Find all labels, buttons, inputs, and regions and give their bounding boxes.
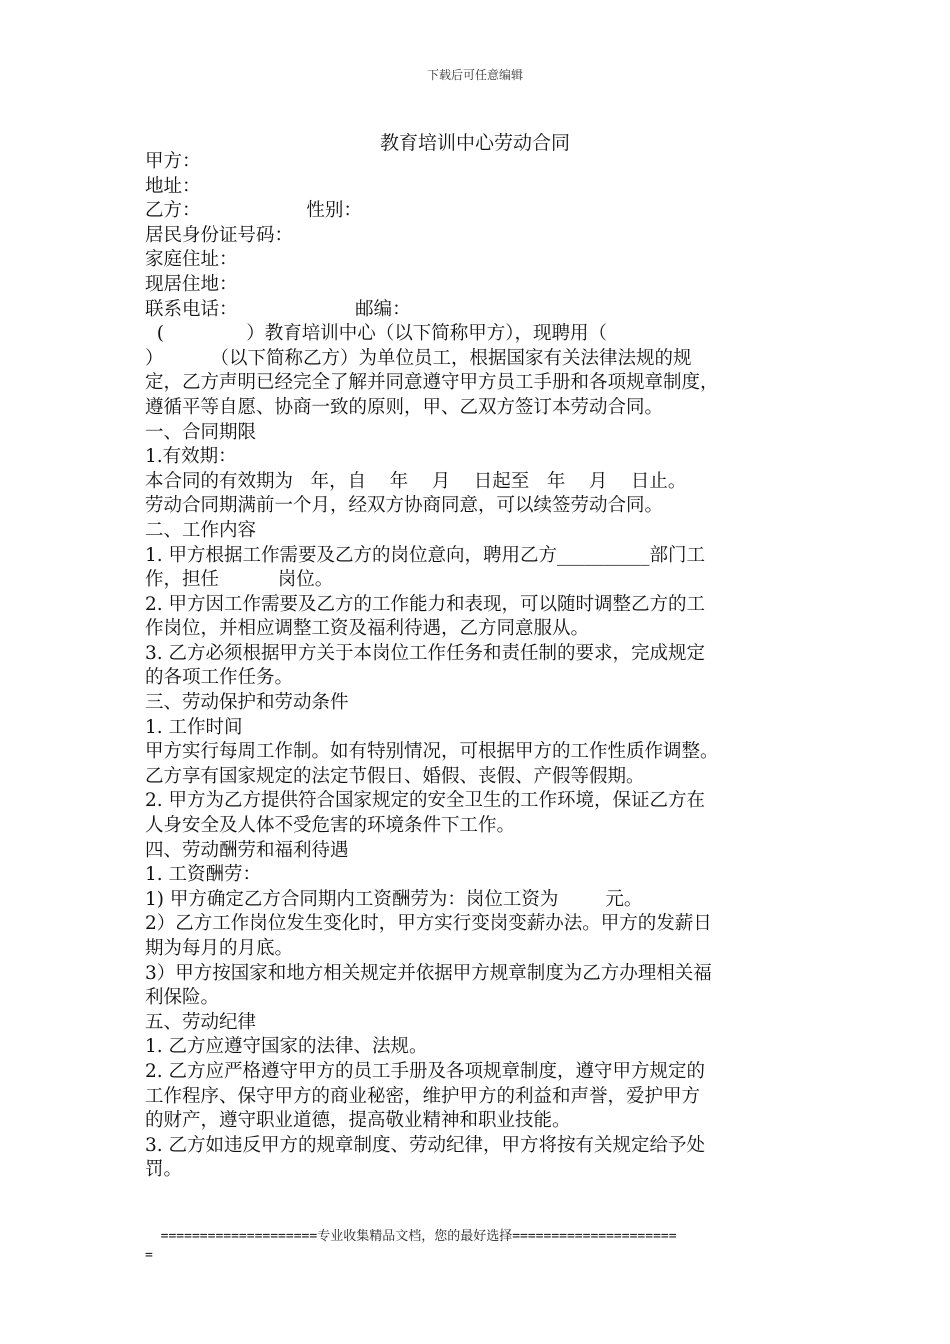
body-line: ( ）教育培训中心（以下简称甲方），现聘用（ xyxy=(145,323,608,345)
body-line: 现居住地： xyxy=(145,273,238,295)
header-note: 下载后可任意编辑 xyxy=(426,68,523,82)
body-line: 1. 工作时间 xyxy=(145,716,243,738)
body-line: 四、劳动酬劳和福利待遇 xyxy=(145,839,349,861)
body-line: 2. 甲方为乙方提供符合国家规定的安全卫生的工作环境，保证乙方在 xyxy=(145,790,706,812)
body-line: 作岗位，并相应调整工资及福利待遇，乙方同意服从。 xyxy=(145,618,590,640)
body-line: 工作程序、保守甲方的商业秘密，维护甲方的利益和声誉，爱护甲方 xyxy=(145,1085,701,1107)
body-line: ） （以下简称乙方）为单位员工，根据国家有关法律法规的规 xyxy=(145,347,692,369)
body-line: 1.有效期： xyxy=(145,446,237,468)
body-line: 的财产，遵守职业道德，提高敬业精神和职业技能。 xyxy=(145,1110,571,1132)
body-line: 甲方实行每周工作制。如有特别情况，可根据甲方的工作性质作调整。 xyxy=(145,741,719,763)
body-line: 3. 乙方必须根据甲方关于本岗位工作任务和责任制的要求，完成规定 xyxy=(145,642,706,664)
body-line: 定，乙方声明已经完全了解并同意遵守甲方员工手册和各项规章制度， xyxy=(145,372,719,394)
body-line: 2. 乙方应严格遵守甲方的员工手册及各项规章制度，遵守甲方规定的 xyxy=(145,1060,706,1082)
body-line: 遵循平等自愿、协商一致的原则，甲、乙双方签订本劳动合同。 xyxy=(145,396,664,418)
body-line: 人身安全及人体不受危害的环境条件下工作。 xyxy=(145,815,516,837)
body-line: 甲方： xyxy=(145,151,201,172)
body-line: 二、工作内容 xyxy=(145,519,257,541)
body-line: 三、劳动保护和劳动条件 xyxy=(145,692,349,714)
body-line: 劳动合同期满前一个月，经双方协商同意，可以续签劳动合同。 xyxy=(145,495,664,517)
body-line: 2）乙方工作岗位发生变化时，甲方实行变岗变薪办法。甲方的发薪日 xyxy=(145,913,712,935)
footer-banner: ====================专业收集精品文档，您的最好选择===================== = xyxy=(145,1229,677,1263)
body-line: 联系电话： 邮编： xyxy=(145,298,411,320)
body-line: 居民身份证号码： xyxy=(145,224,294,246)
body-line: 本合同的有效期为 年，自 年 月 日起至 年 月 日止。 xyxy=(145,470,687,492)
body-line: 家庭住址： xyxy=(145,249,238,271)
body-line: 3）甲方按国家和地方相关规定并依据甲方规章制度为乙方办理相关福 xyxy=(145,962,712,984)
body-line: 期为每月的月底。 xyxy=(145,938,294,959)
body-line: 五、劳动纪律 xyxy=(145,1011,257,1033)
document-title: 教育培训中心劳动合同 xyxy=(379,132,570,154)
body-line: 的各项工作任务。 xyxy=(145,667,294,689)
body-line: 3. 乙方如违反甲方的规章制度、劳动纪律，甲方将按有关规定给予处 xyxy=(145,1134,706,1156)
contract-body xyxy=(145,150,805,1183)
body-line: 乙方： 性别： xyxy=(145,200,362,222)
body-line: 1. 工资酬劳： xyxy=(145,864,262,886)
body-line: 利保险。 xyxy=(145,987,220,1009)
body-line: 乙方享有国家规定的法定节假日、婚假、丧假、产假等假期。 xyxy=(145,765,645,787)
body-line: 作，担任 岗位。 xyxy=(145,569,334,591)
body-line: 罚。 xyxy=(145,1159,183,1181)
body-line: 1. 乙方应遵守国家的法律、法规。 xyxy=(145,1036,428,1058)
body-line: 2. 甲方因工作需要及乙方的工作能力和表现，可以随时调整乙方的工 xyxy=(145,593,706,615)
body-line: 1. 甲方根据工作需要及乙方的岗位意向，聘用乙方__________部门工 xyxy=(145,544,706,566)
body-line: 一、合同期限 xyxy=(145,421,257,443)
body-line: 地址： xyxy=(145,175,201,197)
body-line: 1) 甲方确定乙方合同期内工资酬劳为：岗位工资为 元。 xyxy=(145,888,643,910)
